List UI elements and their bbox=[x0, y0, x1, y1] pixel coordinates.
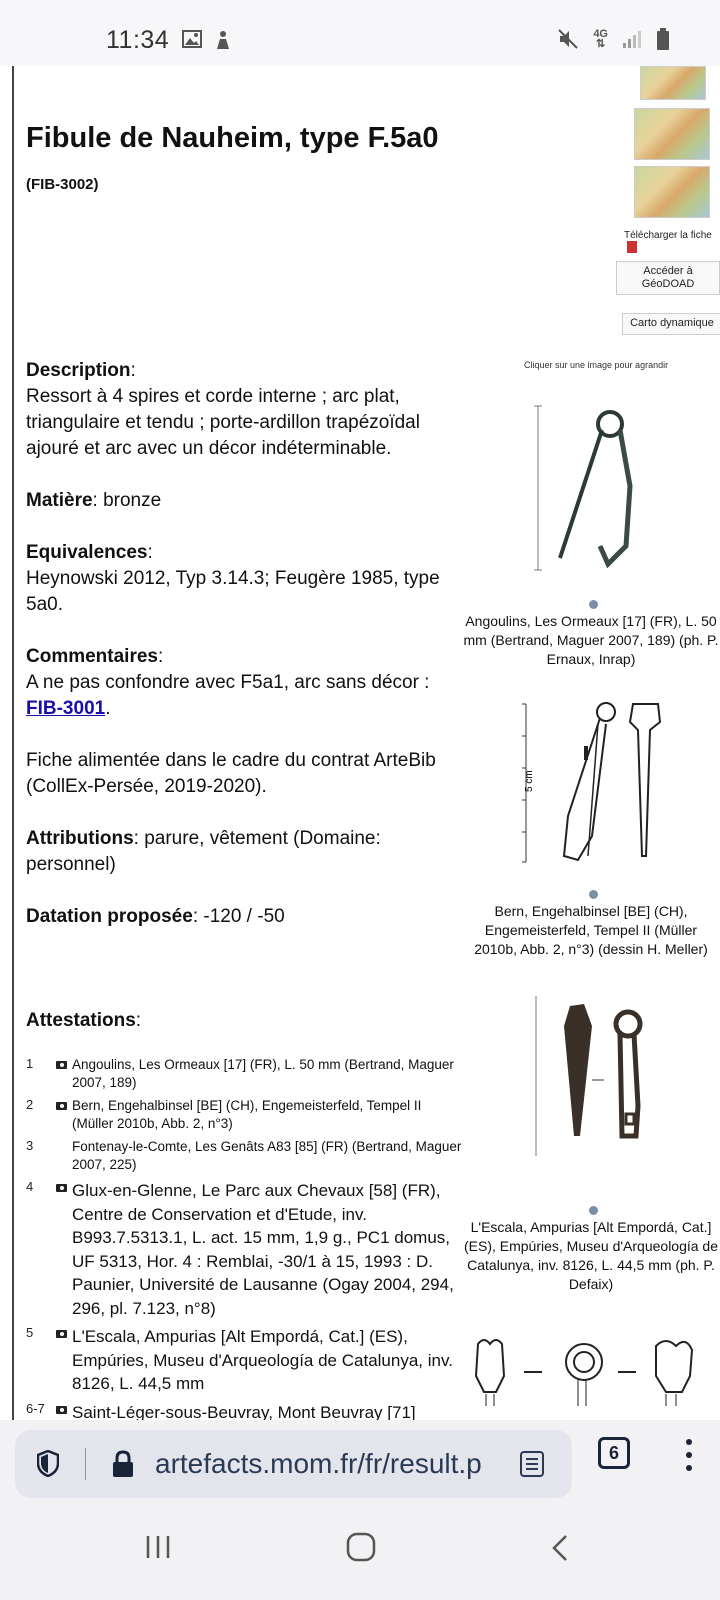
attestation-number: 4 bbox=[26, 1179, 34, 1194]
attestation-row[interactable] bbox=[26, 1138, 466, 1174]
camera-icon bbox=[54, 1329, 70, 1339]
page-code: (FIB-3002) bbox=[26, 176, 99, 193]
status-right-icons bbox=[557, 28, 670, 50]
description-section: Description: Ressort à 4 spires et corde interne ; arc plat, triangulaire et tendu ; porte-ardillon trapézoïdal ajouré et arc avec un décor indéterminable. bbox=[26, 360, 420, 459]
page-title: Fibule de Nauheim, type F.5a0 bbox=[26, 122, 439, 154]
attributions-text: parure, vêtement (Domaine: personnel) bbox=[26, 828, 381, 875]
attestation-row[interactable] bbox=[26, 1056, 466, 1092]
caption-2: Bern, Engehalbinsel [BE] (CH), Engemeisterfeld, Tempel II (Müller 2010b, Abb. 2, n°3) (dessin H. Meller) bbox=[474, 903, 708, 957]
fibula-drawing-4[interactable] bbox=[470, 1336, 720, 1420]
caption-3: L'Escala, Ampurias [Alt Empordá, Cat.] (ES), Empúries, Museu d'Arqueología de Catalunya, inv. 8126, L. 44,5 mm (ph. P. Defaix) bbox=[463, 1219, 719, 1292]
attributions-label: Attributions bbox=[26, 828, 134, 849]
status-bar bbox=[0, 0, 720, 66]
page-left-border bbox=[12, 66, 14, 1420]
camera-icon bbox=[54, 1183, 70, 1193]
image-icon bbox=[182, 30, 202, 48]
map-thumbnail-2[interactable] bbox=[634, 108, 710, 160]
attributions-section: Attributions: parure, vêtement (Domaine: personnel) bbox=[26, 828, 381, 875]
matiere-section: Matière: bronze bbox=[26, 490, 162, 511]
fib-3001-link[interactable]: FIB-3001 bbox=[26, 698, 106, 719]
pdf-icon bbox=[627, 241, 637, 253]
attestation-number: 2 bbox=[26, 1097, 34, 1112]
status-left-icons bbox=[182, 30, 232, 50]
camera-icon bbox=[54, 1405, 70, 1415]
equivalences-text: Heynowski 2012, Typ 3.14.3; Feugère 1985, type 5a0. bbox=[26, 568, 440, 615]
attestation-row[interactable] bbox=[26, 1179, 466, 1320]
matiere-text: bronze bbox=[103, 490, 162, 511]
equivalences-section: Equivalences: Heynowski 2012, Typ 3.14.3; Feugère 1985, type 5a0. bbox=[26, 542, 440, 615]
download-label: Télécharger la fiche bbox=[624, 230, 712, 241]
carto-dynamique-button[interactable]: Carto dynamique bbox=[622, 313, 720, 335]
camera-icon-3[interactable] bbox=[589, 1206, 598, 1215]
attestation-row[interactable] bbox=[26, 1325, 466, 1396]
battery-icon bbox=[656, 28, 670, 50]
attestation-row[interactable] bbox=[26, 1097, 466, 1133]
fiche-note: Fiche alimentée dans le cadre du contrat ArteBib (CollEx-Persée, 2019-2020). bbox=[26, 750, 436, 797]
caption-1: Angoulins, Les Ormeaux [17] (FR), L. 50 mm (Bertrand, Maguer 2007, 189) (ph. P. Ernaux, Inrap) bbox=[463, 613, 719, 667]
map-thumbnail-3[interactable] bbox=[634, 166, 710, 218]
commentaires-text: A ne pas confondre avec F5a1, arc sans décor : bbox=[26, 672, 430, 693]
browser-toolbar bbox=[0, 1420, 720, 1504]
attestation-text: Saint-Léger-sous-Beuvray, Mont Beuvray [71] bbox=[72, 1402, 416, 1420]
datation-section: Datation proposée: -120 / -50 bbox=[26, 906, 285, 927]
shield-icon[interactable] bbox=[37, 1450, 59, 1477]
mute-icon bbox=[557, 28, 579, 50]
signal-icon bbox=[622, 29, 642, 49]
datation-text: -120 / -50 bbox=[203, 906, 285, 927]
datation-label: Datation proposée bbox=[26, 906, 193, 927]
home-icon[interactable] bbox=[346, 1532, 376, 1562]
url-bar[interactable] bbox=[15, 1430, 572, 1498]
network-4g-icon: 4G ⇅ bbox=[593, 28, 608, 50]
fibula-drawing-2[interactable] bbox=[518, 696, 678, 866]
matiere-label: Matière bbox=[26, 490, 93, 511]
fibula-photo-1[interactable] bbox=[530, 396, 650, 576]
attestation-text: Angoulins, Les Ormeaux [17] (FR), L. 50 mm (Bertrand, Maguer 2007, 189) bbox=[72, 1057, 454, 1090]
url-separator bbox=[85, 1448, 86, 1480]
map-thumbnail-1[interactable] bbox=[640, 66, 706, 100]
url-text[interactable]: artefacts.mom.fr/fr/result.p bbox=[155, 1448, 482, 1479]
attestation-number: 1 bbox=[26, 1056, 34, 1071]
back-icon[interactable] bbox=[550, 1534, 570, 1562]
attestations-label: Attestations bbox=[26, 1010, 136, 1031]
attestation-number: 5 bbox=[26, 1325, 34, 1340]
attestation-number: 6-7 bbox=[26, 1400, 45, 1416]
reader-mode-icon[interactable] bbox=[520, 1451, 544, 1477]
description-text: Ressort à 4 spires et corde interne ; arc plat, triangulaire et tendu ; porte-ardillon trapézoïdal ajouré et arc avec un décor indéterminable. bbox=[26, 386, 420, 459]
description-label: Description bbox=[26, 360, 131, 381]
attestation-text: L'Escala, Ampurias [Alt Empordá, Cat.] (ES), Empúries, Museu d'Arqueología de Catalunya, inv. 8126, L. 44,5 mm bbox=[72, 1327, 453, 1393]
attestations-heading: Attestations: bbox=[26, 1010, 142, 1031]
attestation-row[interactable] bbox=[26, 1401, 466, 1421]
person-icon bbox=[214, 30, 232, 50]
commentaires-section: Commentaires: A ne pas confondre avec F5a1, arc sans décor : FIB-3001. bbox=[26, 646, 430, 719]
fibula-photo-3[interactable] bbox=[530, 986, 670, 1166]
camera-icon bbox=[54, 1101, 70, 1111]
recent-apps-icon[interactable] bbox=[145, 1534, 171, 1560]
geodoad-button[interactable]: Accéder à GéoDOAD bbox=[616, 261, 720, 295]
attestations-list bbox=[26, 1056, 466, 1420]
status-time: 11:34 bbox=[106, 26, 170, 54]
attestation-text: Bern, Engehalbinsel [BE] (CH), Engemeisterfeld, Tempel II (Müller 2010b, Abb. 2, n°3) bbox=[72, 1098, 422, 1131]
lock-icon[interactable] bbox=[111, 1450, 135, 1478]
system-nav-bar bbox=[0, 1504, 720, 1600]
equivalences-label: Equivalences bbox=[26, 542, 148, 563]
download-pdf-link[interactable] bbox=[624, 230, 720, 254]
camera-icon-2[interactable] bbox=[589, 890, 598, 899]
attestation-number: 3 bbox=[26, 1138, 34, 1153]
svg-text:5 cm: 5 cm bbox=[524, 770, 535, 792]
web-page bbox=[0, 66, 720, 1420]
attestation-text: Fontenay-le-Comte, Les Genâts A83 [85] (FR) (Bertrand, Maguer 2007, 225) bbox=[72, 1139, 462, 1172]
click-image-hint: Cliquer sur une image pour agrandir bbox=[524, 360, 669, 370]
commentaires-label: Commentaires bbox=[26, 646, 158, 667]
attestation-text: Glux-en-Glenne, Le Parc aux Chevaux [58] (FR), Centre de Conservation et d'Etude, inv. B993.7.5313.1, L. act. 15 mm, 1,9 g., PC1 domus, UF 5313, Hor. 4 : Remblai, -30/1 à 15, 1993 : D. Paunier, Université de Lausanne (Ogay 2004, 294, 296, pl. 7.123, n°8) bbox=[72, 1181, 454, 1318]
menu-dots-icon[interactable] bbox=[686, 1438, 692, 1472]
tabs-count-button[interactable]: 6 bbox=[598, 1437, 630, 1469]
camera-icon bbox=[54, 1060, 70, 1070]
camera-icon-1[interactable] bbox=[589, 600, 598, 609]
